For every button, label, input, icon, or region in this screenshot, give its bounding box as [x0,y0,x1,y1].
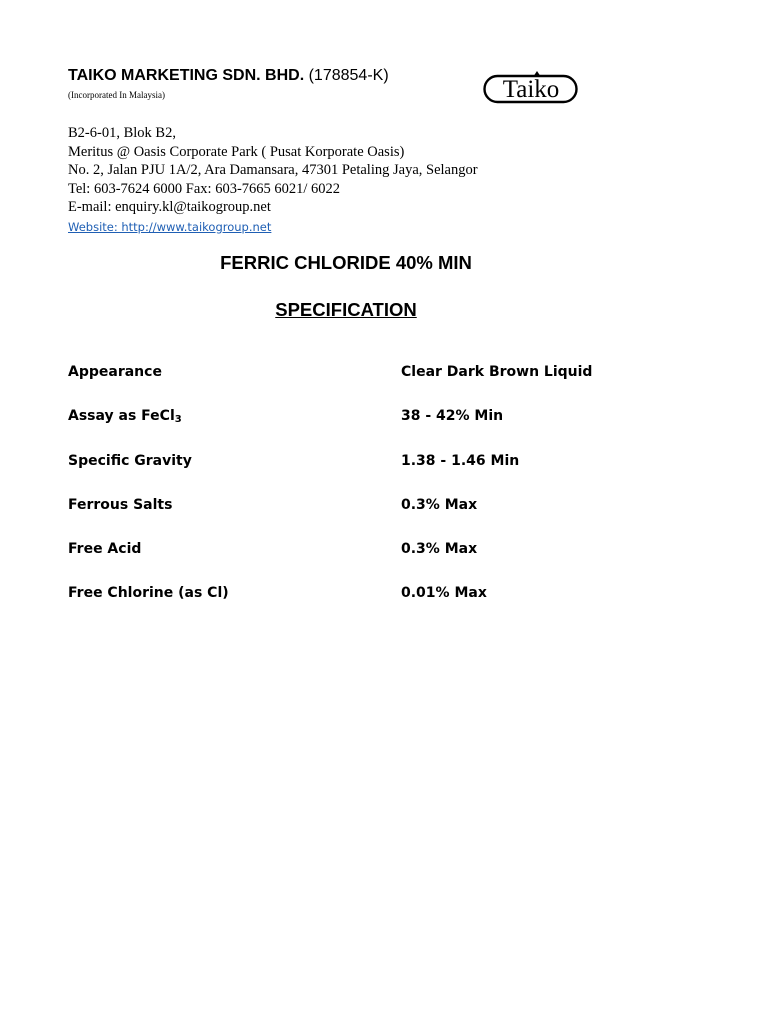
spec-value: 0.3% Max [401,541,478,558]
company-registration: (178854-K) [308,67,389,84]
spec-row [68,497,628,541]
spec-label [68,408,182,424]
address-line: Meritus @ Oasis Corporate Park ( Pusat Korporate Oasis) [68,143,405,160]
spec-row [68,408,628,452]
spec-label: Free Acid [68,541,142,558]
spec-value: 1.38 - 1.46 Min [401,452,520,469]
company-heading [68,66,389,86]
spec-label-subscript: 3 [174,414,182,426]
spec-value: 0.01% Max [401,585,487,602]
specification-heading: SPECIFICATION [275,299,417,320]
spec-label: Specific Gravity [68,452,192,469]
company-name: TAIKO MARKETING SDN. BHD. [68,67,305,84]
spec-row [68,364,628,408]
spec-row [68,585,628,629]
spec-label: Ferrous Salts [68,496,173,513]
spec-row [68,541,628,585]
logo-text: Taiko [502,76,560,103]
spec-label: Free Chlorine (as Cl) [68,585,229,602]
email-line: E-mail: enquiry.kl@taikogroup.net [68,199,271,215]
specification-table [68,364,628,630]
spec-label: Appearance [68,364,162,380]
incorporated-note: (Incorporated In Malaysia) [68,90,165,100]
phone-fax-line: Tel: 603-7624 6000 Fax: 603-7665 6021/ 6022 [68,180,341,197]
spec-value: 0.3% Max [401,496,478,513]
product-title: FERRIC CHLORIDE 40% MIN [220,252,472,273]
address-block [68,124,478,236]
spec-value: Clear Dark Brown Liquid [401,364,593,380]
website-link[interactable]: Website: http://www.taikogroup.net [68,219,272,234]
address-line: No. 2, Jalan PJU 1A/2, Ara Damansara, 47301 Petaling Jaya, Selangor [68,162,478,178]
taiko-logo [483,70,578,105]
spec-label-text: Assay as FeCl [68,408,175,425]
spec-row [68,453,628,497]
address-line: B2-6-01, Blok B2, [68,125,176,141]
spec-value: 38 - 42% Min [401,408,504,425]
